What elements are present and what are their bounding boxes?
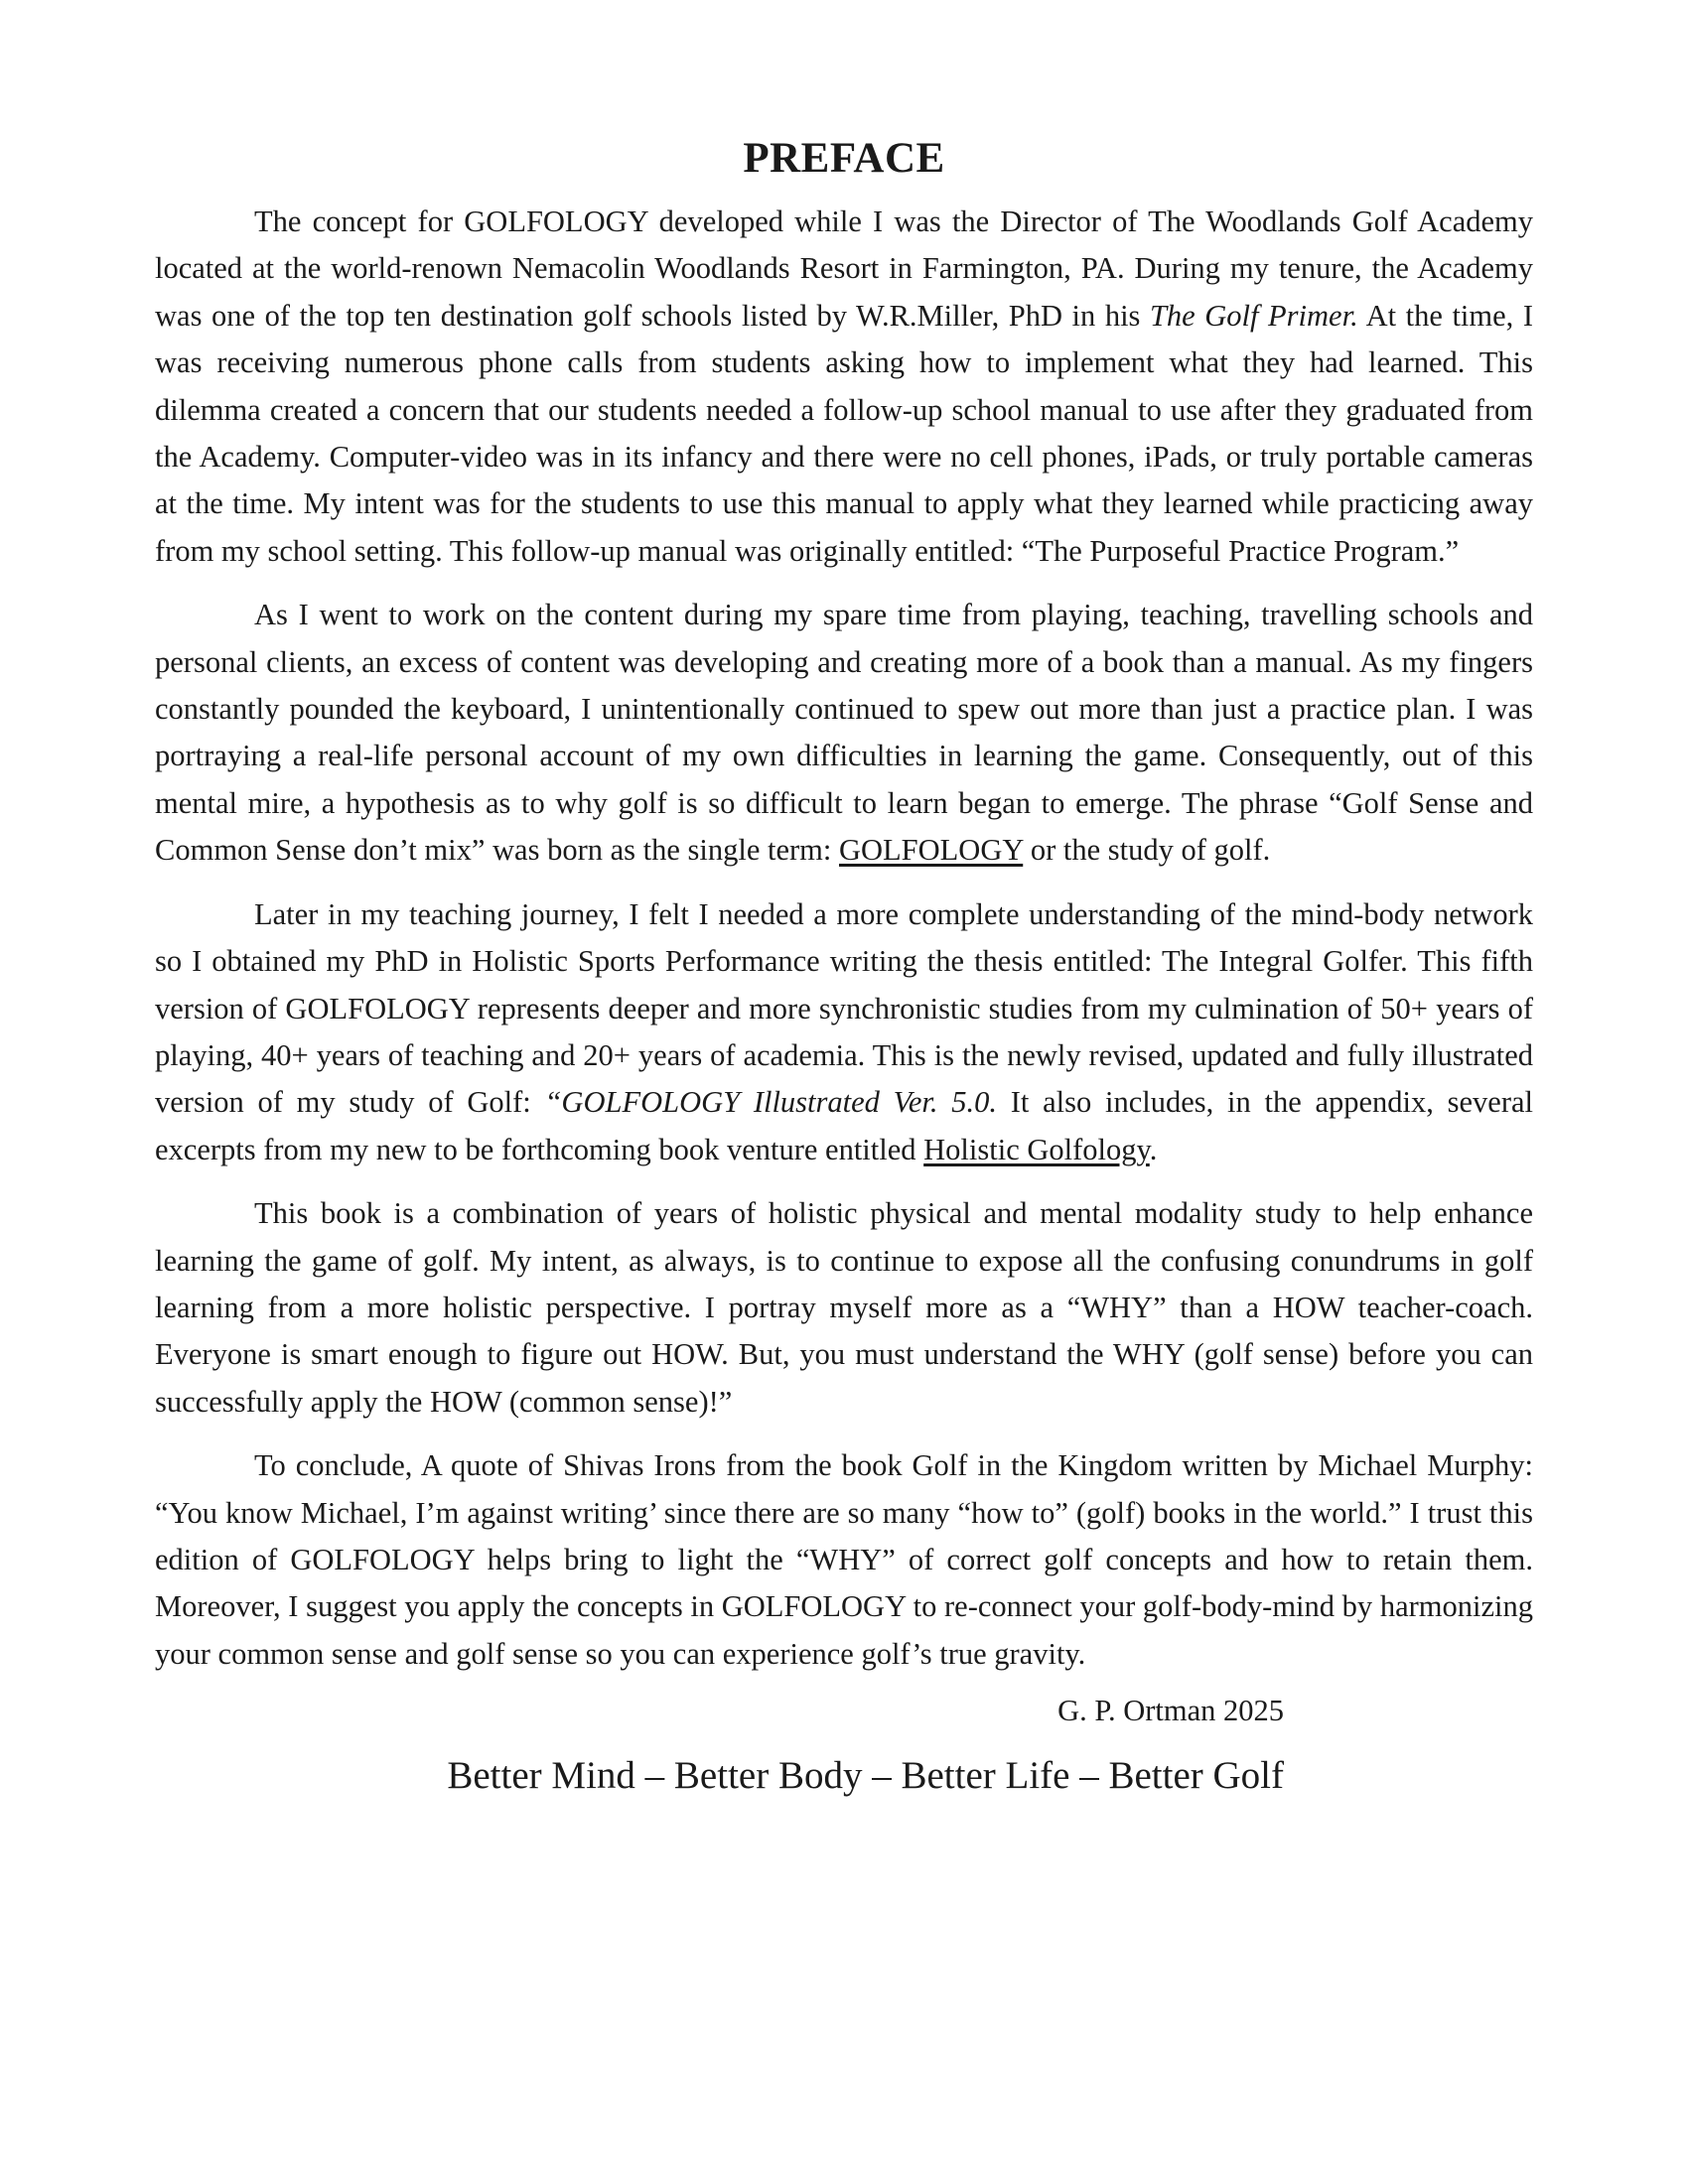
paragraph-3	[155, 891, 1533, 1173]
book-title-holistic-golfology: Holistic Golfology	[923, 1132, 1150, 1166]
paragraph-1-text-a: The concept for GOLFOLOGY developed while I was the Director of The Woodlands Golf Academy located at the world-renown Nemacolin Woodlands Resort in Farmington, PA. During my tenure, the Academy was one of the top ten destination golf schools listed by W.R.Miller, PhD in his	[155, 205, 1533, 333]
paragraph-3-text-a: Later in my teaching journey, I felt I needed a more complete understanding of the mind-body network so I obtained my PhD in Holistic Sports Performance writing the thesis entitled: The Integral Golfer. This fifth version of GOLFOLOGY represents deeper and more synchronistic studies from my culmination of 50+ years of playing, 40+ years of teaching and 20+ years of academia. This is the newly revised, updated and fully illustrated version of my study of Golf:	[155, 896, 1533, 1120]
edition-title: “GOLFOLOGY Illustrated Ver. 5.0.	[544, 1085, 998, 1120]
preface-page	[155, 131, 1533, 1806]
paragraph-2	[155, 592, 1533, 874]
term-golfology: GOLFOLOGY	[839, 833, 1024, 868]
paragraph-1-text-b: At the time, I was receiving numerous phone calls from students asking how to implement what they had learned. This dilemma created a concern that our students needed a follow-up school manual to use after they graduated from the Academy. Computer-video was in its infancy and there were no cell phones, iPads, or truly portable cameras at the time. My intent was for the students to use this manual to apply what they learned while practicing away from my school setting. This follow-up manual was originally entitled: “The Purposeful Practice Program.”	[155, 298, 1533, 568]
motto: Better Mind – Better Body – Better Life – Better Golf	[447, 1754, 1284, 1798]
paragraph-3-text-b: It also includes, in the appendix, several excerpts from my new to be forthcoming book venture entitled	[155, 1085, 1533, 1166]
paragraph-2-text-a: As I went to work on the content during my spare time from playing, teaching, travelling schools and personal clients, an excess of content was developing and creating more of a book than a manual. As my fingers constantly pounded the keyboard, I unintentionally continued to spew out more than just a practice plan. I was portraying a real-life personal account of my own difficulties in learning the game. Consequently, out of this mental mire, a hypothesis as to why golf is so difficult to learn began to emerge. The phrase “Golf Sense and Common Sense don’t mix” was born as the single term:	[155, 598, 1533, 868]
paragraph-2-text-b: or the study of golf.	[1023, 833, 1271, 868]
paragraph-3-text-c: .	[1149, 1132, 1158, 1166]
paragraph-4: This book is a combination of years of holistic physical and mental modality study to help enhance learning the game of golf. My intent, as always, is to continue to expose all the confusing conundrums in golf learning from a more holistic perspective. I portray myself more as a “WHY” than a HOW teacher-coach. Everyone is smart enough to figure out HOW. But, you must understand the WHY (golf sense) before you can successfully apply the HOW (common sense)!”	[155, 1196, 1533, 1419]
page-title: PREFACE	[743, 135, 945, 182]
book-title-golf-primer: The Golf Primer.	[1149, 298, 1358, 333]
paragraph-5: To conclude, A quote of Shivas Irons from the book Golf in the Kingdom written by Michael Murphy: “You know Michael, I’m against writing’ since there are so many “how to” (golf) books in the world.” I trust this edition of GOLFOLOGY helps bring to light the “WHY” of correct golf concepts and how to retain them. Moreover, I suggest you apply the concepts in GOLFOLOGY to re-connect your golf-body-mind by harmonizing your common sense and golf sense so you can experience golf’s true gravity.	[155, 1448, 1533, 1671]
author-signature: G. P. Ortman 2025	[1057, 1694, 1284, 1728]
paragraph-1	[155, 199, 1533, 575]
